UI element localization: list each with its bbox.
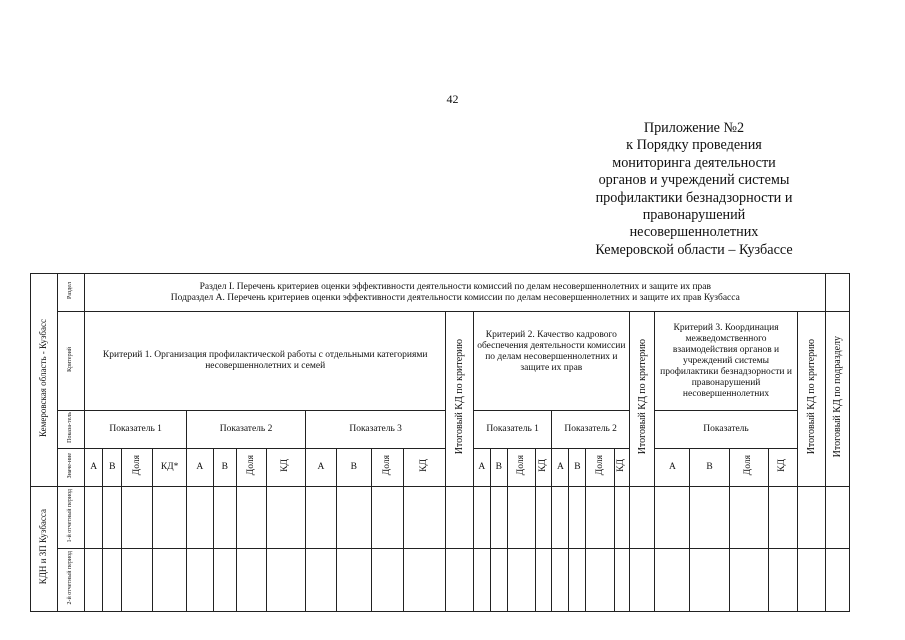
subsection-line: Подраздел А. Перечень критериев оценки эффективности деятельности комиссии по делам несовершеннолетних и защите их прав Кузбасса bbox=[170, 292, 740, 303]
appendix-line: Кемеровской области – Кузбассе bbox=[595, 241, 793, 258]
row-label-indicator: Показа-тель bbox=[57, 411, 85, 449]
table-row bbox=[31, 487, 850, 549]
col-b: В bbox=[103, 449, 122, 487]
col-b: В bbox=[490, 449, 507, 487]
period-2-label: 2-й отчетный период bbox=[57, 549, 85, 612]
col-kd-star: КД* bbox=[153, 449, 187, 487]
region-label: Кемеровская область - Кузбасс bbox=[31, 274, 58, 487]
appendix-header bbox=[573, 120, 815, 259]
col-a: А bbox=[552, 449, 569, 487]
section-title bbox=[85, 274, 826, 312]
col-share: Доля bbox=[507, 449, 536, 487]
col-a: А bbox=[306, 449, 337, 487]
appendix-line: мониторинга деятельности bbox=[612, 154, 776, 171]
total-criterion-1: Итоговый КД по критерию bbox=[446, 312, 474, 487]
table-row bbox=[31, 549, 850, 612]
col-share: Доля bbox=[586, 449, 615, 487]
indicator-2: Показатель 2 bbox=[187, 411, 306, 449]
indicator-3: Показатель 3 bbox=[306, 411, 446, 449]
col-share: Доля bbox=[237, 449, 267, 487]
col-share: Доля bbox=[729, 449, 768, 487]
col-b: В bbox=[569, 449, 586, 487]
criterion-3: Критерий 3. Координация межведомственного взаимодействия органов и учреждений системы профилактики безнадзорности и правонарушений несовершеннолетних bbox=[655, 312, 797, 411]
total-criterion-2: Итоговый КД по критерию bbox=[629, 312, 654, 487]
col-kd: КД bbox=[615, 449, 630, 487]
appendix-line: несовершеннолетних bbox=[629, 224, 759, 241]
col-b: В bbox=[690, 449, 729, 487]
col-share: Доля bbox=[122, 449, 153, 487]
criterion-2: Критерий 2. Качество кадрового обеспечения деятельности комиссии по делам несовершеннолетних и защите их прав bbox=[473, 312, 629, 411]
appendix-line: правонарушений bbox=[642, 207, 746, 224]
col-a: А bbox=[473, 449, 490, 487]
col-a: А bbox=[187, 449, 214, 487]
indicator-1: Показатель 1 bbox=[85, 411, 187, 449]
section-line: Раздел I. Перечень критериев оценки эффективности деятельности комиссий по делам несовершеннолетних и защите их прав bbox=[199, 281, 711, 292]
col-kd: КД bbox=[403, 449, 445, 487]
col-kd: КД bbox=[266, 449, 305, 487]
col-share: Доля bbox=[371, 449, 403, 487]
col-a: А bbox=[85, 449, 103, 487]
col-b: В bbox=[213, 449, 236, 487]
indicator-2-1: Показатель 1 bbox=[473, 411, 552, 449]
row-label-section: Раздел bbox=[57, 274, 85, 312]
criteria-table bbox=[30, 273, 850, 612]
row-label-value: Значе-ние bbox=[57, 449, 85, 487]
row-label-criterion: Критерий bbox=[57, 312, 85, 411]
indicator-3-1: Показатель bbox=[655, 411, 797, 449]
criterion-1: Критерий 1. Организация профилактической работы с отдельными категориями несовершеннолетних и семей bbox=[85, 312, 446, 411]
col-kd: КД bbox=[769, 449, 798, 487]
col-b: В bbox=[336, 449, 371, 487]
body-group-label: КДН и ЗП Кузбасса bbox=[31, 487, 58, 612]
col-kd: КД bbox=[536, 449, 552, 487]
period-1-label: 1-й отчетный период bbox=[57, 487, 85, 549]
appendix-line: профилактики безнадзорности и bbox=[595, 189, 793, 206]
appendix-line: к Порядку проведения bbox=[626, 137, 762, 154]
col-a: А bbox=[655, 449, 690, 487]
appendix-line: Приложение №2 bbox=[643, 120, 745, 136]
appendix-line: органов и учреждений системы bbox=[598, 172, 790, 189]
total-criterion-3: Итоговый КД по критерию bbox=[797, 312, 826, 487]
total-subsection: Итоговый КД по подразделу bbox=[826, 312, 850, 487]
page-number: 42 bbox=[446, 92, 459, 106]
indicator-2-2: Показатель 2 bbox=[552, 411, 630, 449]
